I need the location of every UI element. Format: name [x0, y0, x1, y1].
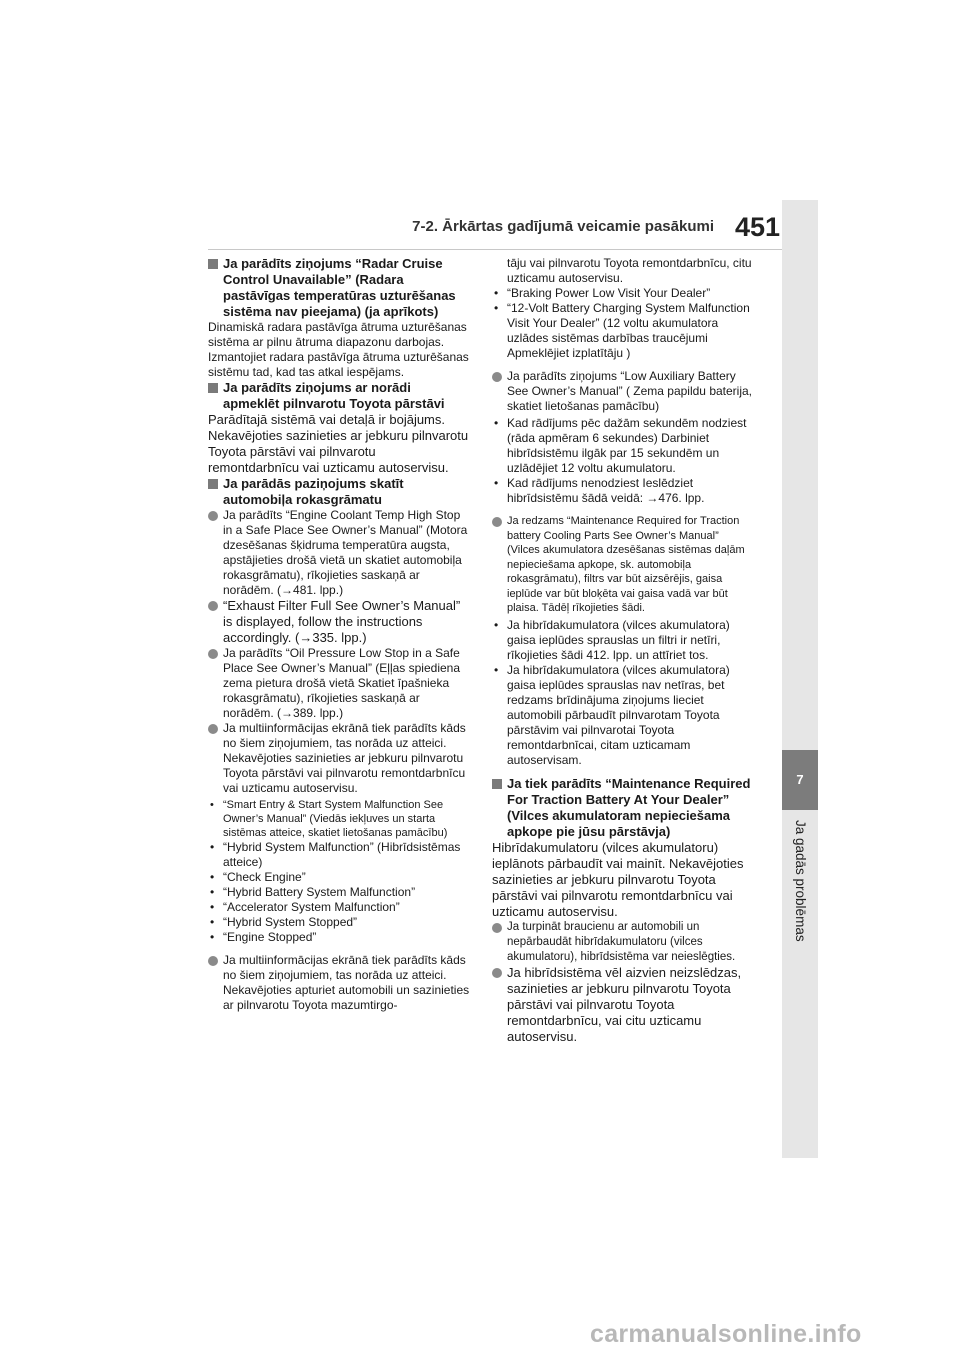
traction-cooling-list [492, 618, 754, 768]
heading-radar-cruise: Ja parādīts ziņojums “Radar Cruise Control Unavailable” (Radara pastāvīgas temperatūras uzturēšanas sistēma nav pieejama) (ja aprīkots) [208, 256, 470, 320]
list-item: • “Hybrid System Stopped” [208, 915, 470, 930]
bullet-coolant-temp: Ja parādīts “Engine Coolant Temp High Stop in a Safe Place See Owner’s Manual” (Motora dzesēšanas šķidruma temperatūra augsta, apstājieties drošā vietā un skatiet automobiļa rokasgrāmatu), rīkojieties saskaņā ar norādēm. (→481. lpp.) [208, 508, 470, 598]
list-item: • Ja hibrīdakumulatora (vilces akumulatora) gaisa ieplūdes sprauslas un filtri ir netīri, rīkojieties šādi 412. lpp. un attīriet tos. [492, 618, 754, 663]
page-number: 451 [734, 212, 780, 242]
heading-visit-dealer: Ja parādīts ziņojums ar norādi apmeklēt pilnvarotu Toyota pārstāvi [208, 380, 470, 412]
list-item: • “12-Volt Battery Charging System Malfunction Visit Your Dealer” (12 voltu akumulatora uzlādes sistēmas darbības traucējumi Apmeklējiet izplatītāju ) [492, 301, 754, 361]
bullet-traction-cooling: Ja redzams “Maintenance Required for Traction battery Cooling Parts See Owner’s Manual” (Vilces akumulatora dzesēšanas sistēmas daļām nepieciešama apkope, sk. automobiļa rokasgrāmatu), filtrs var būt aizsērējis, gaisa ieplūde var būt bloķēta vai gaisa vadā var būt plaisa. Tādēļ rīkojieties šādi. [492, 514, 754, 616]
header-divider [208, 249, 782, 250]
dealer-message-list [492, 286, 754, 361]
bullet-exhaust-filter: “Exhaust Filter Full See Owner’s Manual” is displayed, follow the instructions accordingly. (→335. lpp.) [208, 598, 470, 646]
bullet-oil-pressure: Ja parādīts “Oil Pressure Low Stop in a Safe Place See Owner’s Manual” (Eļļas spiediena zema pietura drošā vietā Skatiet īpašnieka rokasgrāmatu), rīkojieties saskaņā ar norādēm. (→389. lpp.) [208, 646, 470, 721]
bullet-system-not-off: Ja hibrīdsistēma vēl aizvien neizslēdzas, sazinieties ar jebkuru pilnvarotu Toyota pārstāvi vai pilnvarotu Toyota remontdarbnīcu, vai citu uzticamu autoservisu. [492, 965, 754, 1045]
paragraph-traction-battery: Hibrīdakumulatoru (vilces akumulatoru) ieplānots pārbaudīt vai mainīt. Nekavējoties sazinieties ar jebkuru pilnvarotu Toyota pārstāvi vai pilnvarotu remontdarbnīcu vai uzticamu autoservisu. [492, 839, 744, 919]
bullet-stop-vehicle: Ja multiinformācijas ekrānā tiek parādīts kāds no šiem ziņojumiem, tas norāda uz atteici. Nekavējoties apturiet automobili un sazinieties ar pilnvarotu Toyota mazumtirgo- [208, 953, 470, 1013]
chapter-title: Ja gadās problēmas [793, 820, 808, 942]
malfunction-message-list [208, 798, 470, 945]
chapter-number-tab: 7 [782, 750, 818, 810]
list-item: • “Smart Entry & Start System Malfunction See Owner’s Manual” (Viedās iekļuves un starta sistēmas atteice, skatiet lietošanas pamācību) [208, 798, 470, 840]
heading-see-manual: Ja parādās paziņojums skatīt automobiļa rokasgrāmatu [208, 476, 470, 508]
list-item: • Kad rādījums nenodziest Ieslēdziet hibrīdsistēmu šādā veidā: →476. lpp. [492, 476, 754, 506]
page-header [380, 212, 780, 246]
list-item: • “Engine Stopped” [208, 930, 470, 945]
continued-text: tāju vai pilnvarotu Toyota remontdarbnīcu, citu uzticamu autoservisu. [507, 256, 752, 285]
section-title: 7-2. Ārkārtas gadījumā veicamie pasākumi [412, 218, 714, 235]
left-column [208, 256, 470, 1013]
list-item: • Ja hibrīdakumulatora (vilces akumulatora) gaisa ieplūdes sprauslas nav netīras, bet redzams brīdinājuma ziņojums lieciet automobili pārbaudīt pilnvarotam Toyota pārstāvim vai pilnvarotai Toyota remontdarbnīcai, citam uzticamam autoservisam. [492, 663, 754, 768]
bullet-continue-driving: Ja turpināt braucienu ar automobili un nepārbaudāt hibrīdakumulatoru (vilces akumulatoru), hibrīdsistēma var neieslēgties. [492, 920, 754, 965]
paragraph-radar-cruise: Dinamiskā radara pastāvīga ātruma uzturēšanas sistēma ar pilnu ātruma diapazonu darbojas. Izmantojiet radara pastāvīga ātruma uzturēšanas sistēmu tad, kad tas atkal iespējams. [208, 320, 469, 379]
bullet-malfunction-messages: Ja multiinformācijas ekrānā tiek parādīts kāds no šiem ziņojumiem, tas norāda uz atteici. Nekavējoties sazinieties ar jebkuru pilnvarotu Toyota pārstāvi vai pilnvarotu remontdarbnīcu vai uzticamu autoservisu. [208, 721, 470, 796]
list-item: • “Check Engine” [208, 870, 470, 885]
list-item: • “Accelerator System Malfunction” [208, 900, 470, 915]
list-item: • Kad rādījums pēc dažām sekundēm nodziest (rāda apmēram 6 sekundes) Darbiniet hibrīdsistēmu ilgāk par 15 sekundēm un uzlādējiet 12 voltu akumulatoru. [492, 416, 754, 476]
list-item: • “Hybrid Battery System Malfunction” [208, 885, 470, 900]
paragraph-visit-dealer: Parādītajā sistēmā vai detaļā ir bojājums. Nekavējoties sazinieties ar jebkuru pilnvarotu Toyota pārstāvi vai pilnvarotu remontdarbnīcu vai uzticamu autoservisu. [208, 412, 469, 475]
chapter-sidebar [782, 200, 818, 1158]
aux-battery-list [492, 416, 754, 506]
right-column [492, 256, 754, 1045]
list-item: • “Braking Power Low Visit Your Dealer” [492, 286, 754, 301]
watermark: carmanualsonline.info [590, 1320, 862, 1348]
list-item: • “Hybrid System Malfunction” (Hibrīdsistēmas atteice) [208, 840, 470, 870]
bullet-low-aux-battery: Ja parādīts ziņojums “Low Auxiliary Battery See Owner’s Manual” ( Zema papildu baterija, skatiet lietošanas pamācību) [492, 369, 754, 414]
heading-traction-battery: Ja tiek parādīts “Maintenance Required For Traction Battery At Your Dealer” (Vilces akumulatoram nepieciešama apkope pie jūsu pārstāvja) [492, 776, 754, 840]
